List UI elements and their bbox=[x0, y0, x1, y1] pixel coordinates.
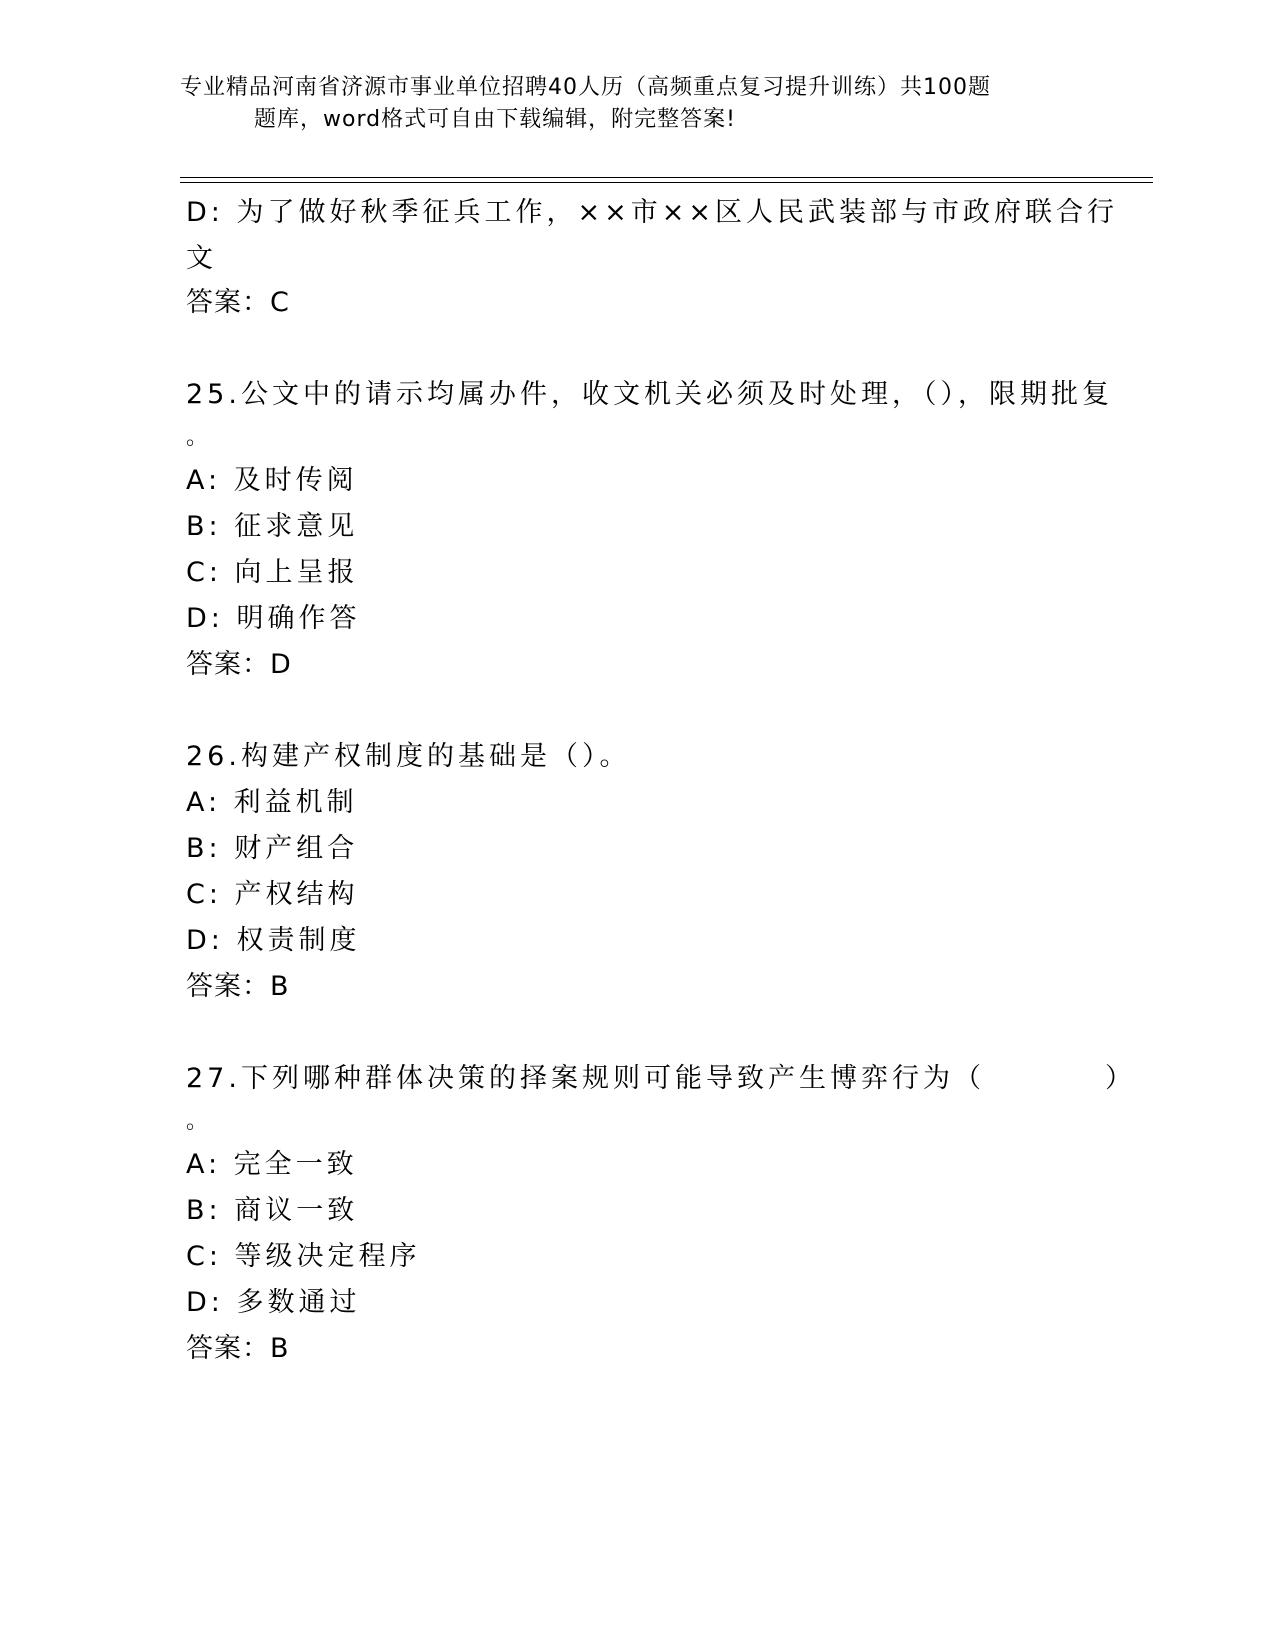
option-c: C: 等级决定程序 bbox=[186, 1241, 421, 1272]
option-a: A: 及时传阅 bbox=[186, 465, 358, 496]
option-b: B: 征求意见 bbox=[186, 511, 359, 542]
option-b: B: 财产组合 bbox=[186, 833, 359, 864]
question-stem-continuation: 。 bbox=[186, 425, 213, 450]
header-divider-top bbox=[180, 177, 1153, 178]
question-stem bbox=[186, 1056, 1136, 1102]
option-a: A: 完全一致 bbox=[186, 1149, 358, 1180]
spacer bbox=[186, 326, 1086, 372]
answer-label: 答案：B bbox=[186, 971, 290, 1002]
question-stem: 25.公文中的请示均属办件，收文机关必须及时处理，（），限期批复 bbox=[186, 379, 1113, 410]
question-27 bbox=[186, 1056, 1136, 1372]
option-a: A: 利益机制 bbox=[186, 787, 358, 818]
spacer bbox=[186, 688, 1086, 734]
question-stem-continuation: 。 bbox=[186, 1109, 213, 1134]
answer-label: 答案：C bbox=[186, 287, 290, 318]
header-divider-bottom bbox=[180, 182, 1153, 183]
prev-question-block bbox=[186, 190, 1118, 326]
option-c: C: 向上呈报 bbox=[186, 557, 359, 588]
header-title-line1: 专业精品河南省济源市事业单位招聘40人历（高频重点复习提升训练）共100题 bbox=[180, 75, 991, 100]
header-title-line2: 题库，word格式可自由下载编辑，附完整答案! bbox=[254, 107, 736, 132]
spacer bbox=[186, 1010, 1086, 1056]
question-stem: 26.构建产权制度的基础是（）。 bbox=[186, 741, 631, 772]
option-d: D: 权责制度 bbox=[186, 925, 361, 956]
page-header bbox=[180, 72, 1070, 136]
answer-label: 答案：B bbox=[186, 1333, 290, 1364]
question-stem-text: 27.下列哪种群体决策的择案规则可能导致产生博弈行为（ bbox=[186, 1063, 985, 1094]
answer-label: 答案：D bbox=[186, 649, 292, 680]
question-content bbox=[186, 190, 1136, 1372]
option-d: D: 多数通过 bbox=[186, 1287, 361, 1318]
option-d-continuation: 文 bbox=[186, 243, 217, 274]
question-26 bbox=[186, 734, 1086, 1010]
option-b: B: 商议一致 bbox=[186, 1195, 359, 1226]
question-25 bbox=[186, 372, 1113, 688]
closing-paren: ） bbox=[1104, 1063, 1136, 1094]
option-c: C: 产权结构 bbox=[186, 879, 359, 910]
option-d: D: 为了做好秋季征兵工作，××市××区人民武装部与市政府联合行 bbox=[186, 197, 1118, 228]
option-d: D: 明确作答 bbox=[186, 603, 361, 634]
